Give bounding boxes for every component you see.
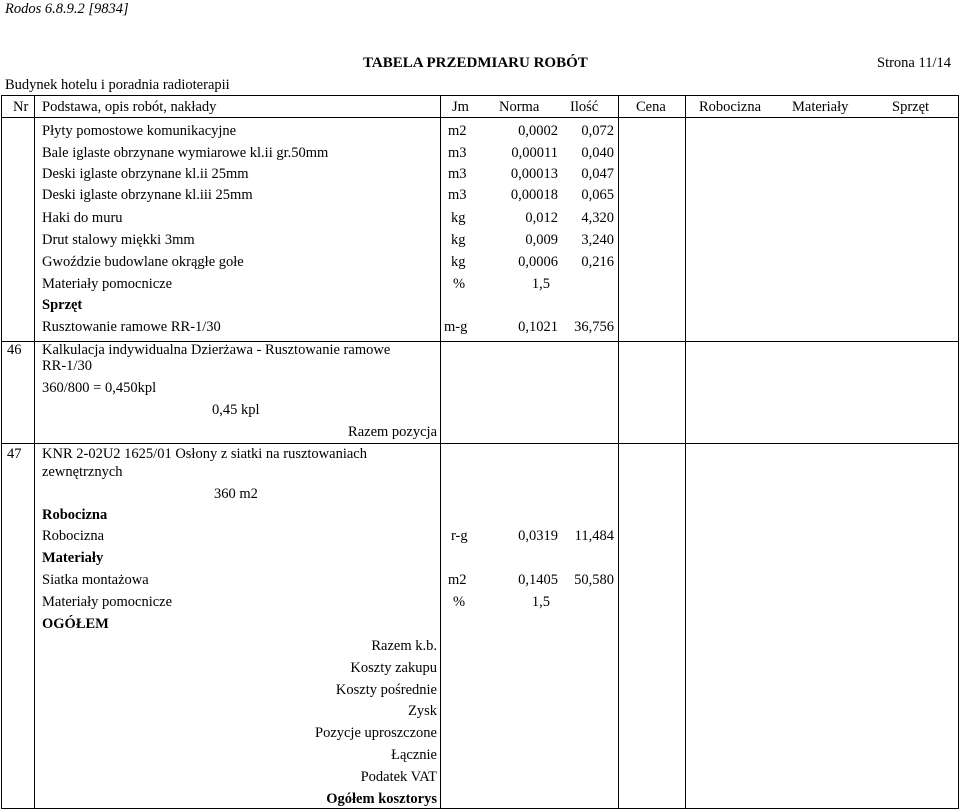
position-quantity: 360 m2 [214, 486, 258, 502]
row-description: Haki do muru [42, 210, 123, 226]
row-unit: m3 [448, 166, 467, 182]
summary-zysk: Zysk [408, 703, 437, 719]
summary-ogolem-kosztorys: Ogółem kosztorys [326, 791, 437, 807]
row-unit: kg [451, 254, 466, 270]
summary-podatek-vat: Podatek VAT [360, 769, 437, 785]
row-description: Gwoździe budowlane okrągłe gołe [42, 254, 244, 270]
position-quantity: 0,45 kpl [212, 402, 260, 418]
table-top-border [1, 95, 958, 96]
row-description: Deski iglaste obrzynane kl.iii 25mm [42, 187, 253, 203]
row-description: Deski iglaste obrzynane kl.ii 25mm [42, 166, 249, 182]
row-norm: 0,1021 [518, 319, 558, 335]
row-description: Materiały pomocnicze [42, 276, 173, 292]
row-norm: 0,00013 [510, 166, 558, 182]
row-description: Drut stalowy miękki 3mm [42, 232, 195, 248]
row-norm: 0,1405 [518, 572, 558, 588]
summary-koszty-posrednie: Koszty pośrednie [335, 682, 437, 698]
column-header-sprzet: Sprzęt [892, 99, 930, 115]
summary-pozycje-uproszczone: Pozycje uproszczone [315, 725, 437, 741]
column-divider [1, 95, 2, 809]
row-norm: 0,009 [525, 232, 558, 248]
summary-koszty-zakupu: Koszty zakupu [350, 660, 437, 676]
row-quantity: 11,484 [574, 528, 614, 544]
position-description-cont: zewnętrznych [42, 464, 123, 480]
building-name: Budynek hotelu i poradnia radioterapii [5, 77, 230, 93]
position-divider [1, 443, 958, 444]
row-norm: 0,0319 [518, 528, 558, 544]
row-unit: % [453, 276, 466, 292]
summary-lacznie: Łącznie [391, 747, 437, 763]
column-divider [34, 95, 35, 809]
position-number: 46 [7, 342, 22, 358]
row-unit: kg [451, 232, 466, 248]
row-quantity: 0,216 [581, 254, 614, 270]
column-header-ilosc: Ilość [570, 99, 599, 115]
row-unit: % [453, 594, 466, 610]
section-heading-ogolem: OGÓŁEM [42, 616, 109, 632]
row-description: Rusztowanie ramowe RR-1/30 [42, 319, 221, 335]
column-header-robocizna: Robocizna [699, 99, 762, 115]
row-quantity: 0,040 [581, 145, 614, 161]
row-norm: 1,5 [531, 276, 550, 292]
position-description: Kalkulacja indywidualna Dzierżawa - Rusztowanie ramowe [42, 342, 391, 358]
section-heading-materialy: Materiały [42, 550, 104, 566]
column-divider [685, 95, 686, 809]
section-heading-sprzet: Sprzęt [42, 297, 83, 313]
row-quantity: 3,240 [581, 232, 614, 248]
row-quantity: 0,047 [581, 166, 614, 182]
row-unit: r-g [451, 528, 468, 544]
column-header-norma: Norma [499, 99, 540, 115]
column-divider [958, 95, 959, 809]
position-description: KNR 2-02U2 1625/01 Osłony z siatki na rusztowaniach [42, 446, 367, 462]
row-unit: m3 [448, 145, 467, 161]
row-quantity: 36,756 [574, 319, 614, 335]
row-description: Bale iglaste obrzynane wymiarowe kl.ii gr.50mm [42, 145, 329, 161]
column-header-cena: Cena [636, 99, 666, 115]
row-quantity: 4,320 [581, 210, 614, 226]
table-bottom-border [1, 808, 958, 809]
row-unit: m-g [444, 319, 468, 335]
row-quantity: 50,580 [574, 572, 614, 588]
column-header-description: Podstawa, opis robót, nakłady [42, 99, 217, 115]
section-heading-robocizna: Robocizna [42, 507, 108, 523]
position-calculation: 360/800 = 0,450kpl [42, 380, 157, 396]
row-description: Materiały pomocnicze [42, 594, 173, 610]
header-bottom-border [1, 117, 958, 118]
position-description-cont: RR-1/30 [42, 358, 92, 374]
row-norm: 1,5 [531, 594, 550, 610]
row-quantity: 0,072 [581, 123, 614, 139]
position-total-label: Razem pozycja [348, 424, 437, 440]
row-norm: 0,012 [525, 210, 558, 226]
page-number: Strona 11/14 [877, 55, 951, 71]
row-description: Robocizna [42, 528, 105, 544]
row-unit: m2 [448, 572, 467, 588]
row-quantity: 0,065 [581, 187, 614, 203]
summary-razem-kb: Razem k.b. [371, 638, 437, 654]
document-title: TABELA PRZEDMIARU ROBÓT [363, 55, 588, 71]
column-divider [440, 95, 441, 809]
column-header-nr: Nr [13, 99, 29, 115]
app-header: Rodos 6.8.9.2 [9834] [5, 1, 129, 17]
row-unit: kg [451, 210, 466, 226]
position-number: 47 [7, 446, 22, 462]
row-norm: 0,00011 [511, 145, 558, 161]
column-header-jm: Jm [452, 99, 469, 115]
row-unit: m2 [448, 123, 467, 139]
row-unit: m3 [448, 187, 467, 203]
row-description: Siatka montażowa [42, 572, 149, 588]
row-norm: 0,0006 [518, 254, 558, 270]
column-header-materialy: Materiały [792, 99, 849, 115]
column-divider [618, 95, 619, 809]
row-description: Płyty pomostowe komunikacyjne [42, 123, 237, 139]
row-norm: 0,00018 [510, 187, 558, 203]
row-norm: 0,0002 [518, 123, 558, 139]
